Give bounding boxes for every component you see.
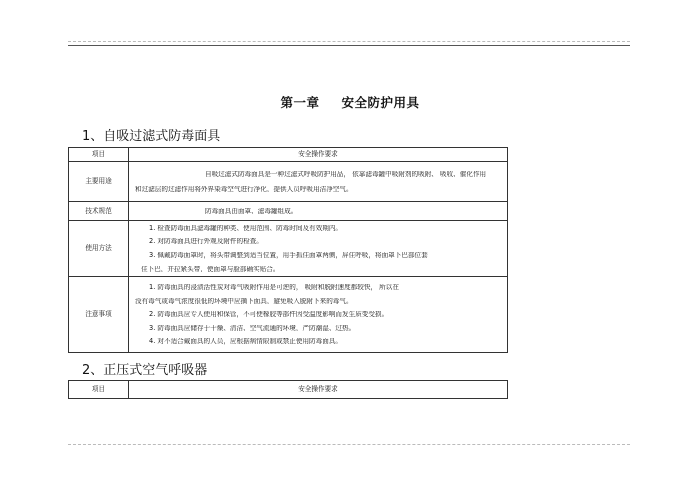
row-usage-content: [129, 162, 508, 202]
section-2-table: [68, 380, 508, 399]
row-method-item: 使用方法: [69, 221, 129, 277]
row-usage-item: 主要用途: [69, 162, 129, 202]
table-row-method: [69, 221, 508, 277]
table-row-notes: [69, 277, 508, 353]
method-line-2: 2. 对防毒面具进行外观及附件的检查。: [149, 238, 263, 245]
section-2-title: 2、正压式空气呼吸器: [82, 363, 208, 378]
method-line-1: 1. 检查防毒面具滤毒罐的种类、使用范围、防毒时间及有效期内。: [149, 224, 343, 232]
table-row-usage: [69, 162, 508, 202]
notes-line-5: 4. 对不适合戴面具的人员，应根据病情限制或禁止使用防毒面具。: [149, 338, 343, 345]
header-dashed-rule: [68, 41, 630, 42]
row-method-content: [129, 221, 508, 277]
notes-line-4: 3. 防毒面具应储存于干燥、清洁、空气流通的环境，严防潮湿、过热。: [149, 324, 356, 332]
header-item: 项目: [69, 381, 129, 399]
table-header-row: [69, 148, 508, 162]
table-row-spec: [69, 202, 508, 221]
section-1-title: 1、自吸过滤式防毒面具: [82, 129, 221, 144]
notes-line-1: 1. 防毒面具的浸渍活性炭对毒气吸附作用是可逆的， 吸附和脱附速度都较快， 所以在: [149, 284, 399, 291]
method-line-4: 住下巴，并拉紧头带，使面罩与脸部确实贴合。: [141, 265, 280, 273]
spec-line-1: 防毒面具由面罩、滤毒罐组成。: [205, 207, 298, 215]
row-notes-item: 注意事项: [69, 277, 129, 353]
row-notes-content: [129, 277, 508, 353]
footer-dashed-rule: [68, 444, 630, 445]
chapter-label: 第一章: [280, 95, 320, 110]
header-rule: [68, 45, 630, 46]
usage-line-1: 自吸过滤式防毒面具是一种过滤式呼吸防护用品， 依靠滤毒罐中吸附剂的吸附、 吸收、催化作用: [205, 170, 487, 178]
chapter-heading: [0, 93, 700, 111]
usage-line-2: 和过滤层的过滤作用将外界染毒空气进行净化，提供人员呼吸用洁净空气。: [135, 185, 353, 193]
notes-line-2: 没有毒气或毒气浓度很低的环境中应摘下面具，避免吸入脱附下来的毒气。: [135, 297, 353, 305]
header-requirement: 安全操作要求: [129, 148, 508, 162]
chapter-title: 安全防护用具: [341, 95, 420, 110]
header-requirement: 安全操作要求: [129, 381, 508, 399]
row-spec-item: 技术规范: [69, 202, 129, 221]
method-line-3: 3. 佩戴防毒面罩时，将头带调整到适当位置，用手抓住面罩两侧，屏住呼吸，将面罩下巴部位套: [149, 252, 428, 259]
notes-line-3: 2. 防毒面具应专人使用和保管，不可使橡胶等部件因受温度影响而发生质变受损。: [149, 311, 389, 318]
table-header-row: [69, 381, 508, 399]
row-spec-content: [129, 202, 508, 221]
header-item: 项目: [69, 148, 129, 162]
section-1-table: [68, 147, 508, 353]
